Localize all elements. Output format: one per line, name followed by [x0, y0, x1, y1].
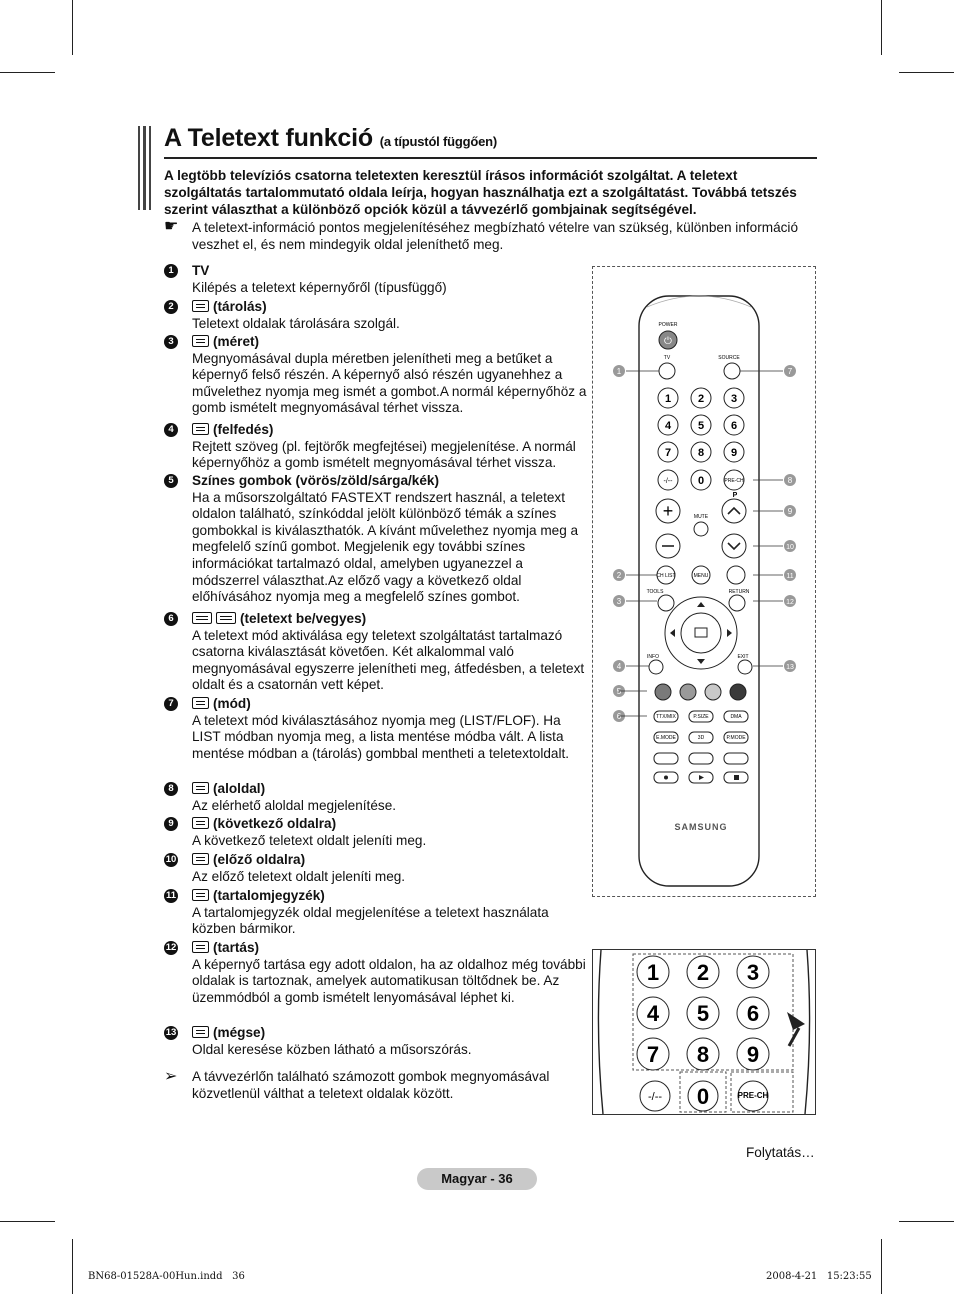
plus-icon: +	[662, 501, 674, 521]
svg-text:1: 1	[616, 367, 622, 376]
svg-text:7: 7	[787, 367, 793, 376]
channel-down-button[interactable]	[722, 534, 746, 558]
svg-text:7: 7	[664, 447, 672, 459]
list-item	[164, 334, 589, 417]
crop-mark	[881, 1239, 882, 1294]
mute-button[interactable]	[694, 522, 708, 536]
item-title: (előző oldalra)	[213, 852, 306, 867]
cancel-icon	[192, 1026, 209, 1038]
item-title: (teletext be/vegyes)	[240, 611, 367, 626]
arrow-right-icon: ➢	[164, 1068, 178, 1085]
item-desc: A képernyő tartása egy adott oldalon, ha az oldalhoz még további oldalak is tartoznak, amelyek automatikusan töltődnek be. Az üzemmódból a gomb ismételt lenyomásával léphet ki.	[192, 956, 586, 1005]
color-button[interactable]	[655, 684, 671, 700]
svg-text:DMA: DMA	[730, 714, 742, 720]
item-desc: Teletext oldalak tárolására szolgál.	[192, 315, 400, 331]
item-number: 10	[165, 854, 177, 865]
source-label: SOURCE	[718, 355, 740, 361]
list-item	[164, 852, 589, 885]
svg-text:6: 6	[730, 420, 738, 432]
item-number: 5	[164, 474, 178, 488]
item-title: (következő oldalra)	[213, 816, 337, 831]
remote-drawing	[593, 267, 815, 896]
info-label: INFO	[647, 654, 659, 660]
item-number: 13	[165, 1027, 177, 1038]
svg-text:3: 3	[746, 960, 760, 985]
keypad-zero-label: 0	[696, 1084, 710, 1109]
keypad-digit-buttons[interactable]	[637, 956, 769, 1070]
hold-icon	[192, 941, 209, 953]
crop-mark	[0, 1221, 55, 1222]
svg-text:4: 4	[664, 420, 672, 432]
source-button[interactable]	[724, 363, 740, 379]
crop-mark	[899, 1221, 954, 1222]
svg-text:4: 4	[616, 662, 622, 671]
svg-text:1: 1	[664, 393, 672, 405]
item-title: (tárolás)	[213, 299, 267, 314]
chlist-label: CH LIST	[656, 573, 676, 579]
page-subtitle: (a típustól függően)	[379, 134, 497, 149]
tools-button[interactable]	[658, 595, 674, 611]
color-button[interactable]	[730, 684, 746, 700]
p-label: P	[732, 492, 738, 499]
item-desc: Megnyomásával dupla méretben jelenítheti meg a betűket a képernyő felső részén. A képernyő alsó részén ugyanehhez a művelethez nyomja meg ismét a gombot.A normál képernyőhöz a gomb ismételt megnyomásával térhet vissza.	[192, 350, 587, 416]
crop-mark	[881, 0, 882, 55]
page-up-icon	[192, 817, 209, 829]
tv-label: TV	[663, 355, 671, 361]
list-item	[164, 473, 589, 606]
svg-text:13: 13	[786, 664, 794, 671]
crop-mark	[0, 72, 55, 73]
zero-label: 0	[697, 475, 705, 487]
list-item	[164, 299, 589, 332]
item-title: (méret)	[213, 334, 260, 349]
item-title: Színes gombok (vörös/zöld/sárga/kék)	[192, 473, 440, 488]
tv-button[interactable]	[659, 363, 675, 379]
list-item	[164, 422, 589, 472]
item-title: (tartalomjegyzék)	[213, 888, 325, 903]
item-title: (mégse)	[213, 1025, 266, 1040]
menu-label: MENU	[693, 573, 709, 579]
item-number: 3	[164, 335, 178, 349]
item-desc: Az elérhető aloldal megjelenítése.	[192, 797, 397, 813]
item-title: (mód)	[213, 696, 251, 711]
note-text: A teletext-információ pontos megjelenítéséhez megbízható vételre van szükség, különben információ veszhet el, és nem mindegyik oldal jeleníthető meg.	[192, 220, 799, 252]
return-button[interactable]	[729, 595, 745, 611]
page-title: A Teletext funkció (a típustól függően)	[164, 124, 497, 152]
tip	[164, 1069, 594, 1102]
item-number: 7	[164, 697, 178, 711]
svg-text:3: 3	[730, 393, 738, 405]
keypad-prech-label: PRE-CH	[737, 1091, 769, 1100]
pointer-arrow-icon	[787, 1012, 805, 1030]
index-icon	[192, 889, 209, 901]
svg-text:1: 1	[646, 960, 660, 985]
color-button[interactable]	[705, 684, 721, 700]
item-desc: Kilépés a teletext képernyőről (típusfüggő)	[192, 279, 447, 295]
svg-text:5: 5	[697, 420, 705, 432]
enter-button[interactable]	[681, 613, 721, 653]
intro-paragraph: A legtöbb televíziós csatorna teletexten keresztül írásos információt szolgáltat. A teletext szolgáltatás tartalommutató oldala leírja, hogyan használhatja ezt a szolgáltatást. Továbbá tetszés szerint választhat a különböző opciók közül a távvezérlő gombjainak segítségével.	[164, 168, 797, 217]
item-number: 9	[164, 817, 178, 831]
file-info: BN68-01528A-00Hun.indd 36	[88, 1271, 245, 1282]
svg-text:5: 5	[616, 687, 622, 696]
tip-text: A távvezérlőn található számozott gombok megnyomásával közvetlenül válthat a teletext oldalak között.	[192, 1069, 550, 1101]
mute-label: MUTE	[693, 514, 709, 520]
svg-text:9: 9	[746, 1042, 760, 1067]
store-icon	[192, 300, 209, 312]
list-item	[164, 940, 589, 1006]
list-item	[164, 888, 589, 938]
svg-text:9: 9	[787, 507, 793, 516]
reveal-icon	[192, 423, 209, 435]
keypad-closeup	[592, 949, 816, 1115]
mix-icon	[216, 612, 236, 624]
continue-label: Folytatás…	[746, 1145, 815, 1160]
svg-text:P.MODE: P.MODE	[726, 735, 746, 741]
item-number: 8	[164, 782, 178, 796]
crop-mark	[72, 1239, 73, 1294]
index-button[interactable]	[727, 566, 745, 584]
item-desc: A teletext mód aktiválása egy teletext szolgáltatást tartalmazó csatorna kiválasztását követően. Két alkalommal való megnyomásával egyszerre jelenítheti meg, átfedésben, a teletext oldalt és a csatornán vett képet.	[192, 627, 585, 693]
item-desc: Ha a műsorszolgáltató FASTEXT rendszert használ, a teletext oldalon található, színkóddal jelölt különböző témák a színes gombokkal is kiválaszthatók. A kívánt művelethez nyomja meg a megfelelő színű gombot. Megjelenik egy további színes információkat tartalmazó oldal, amelyben ugyanezzel a módszerrel választhat.Az előző vagy a következő oldal előhívásához nyomja meg a megfelelő színes gombot.	[192, 489, 579, 605]
pointer-arrow-shaft	[789, 1028, 799, 1046]
exit-label: EXIT	[737, 654, 749, 660]
power-icon: ⏻	[664, 336, 672, 347]
item-number: 6	[164, 612, 178, 626]
power-label: POWER	[658, 322, 678, 328]
mode-icon	[192, 697, 209, 709]
svg-text:8: 8	[696, 1042, 710, 1067]
item-desc: A tartalomjegyzék oldal megjelenítése a teletext használata közben bármikor.	[192, 904, 549, 937]
svg-text:5: 5	[696, 1001, 710, 1026]
crop-mark	[899, 72, 954, 73]
item-number: 11	[165, 890, 177, 901]
pointing-hand-icon: ☛	[164, 218, 179, 235]
side-bar	[138, 126, 140, 210]
side-bar	[149, 126, 151, 210]
item-number: 12	[165, 942, 177, 953]
crop-mark	[72, 0, 73, 55]
title-rule	[164, 157, 817, 159]
svg-text:7: 7	[646, 1042, 660, 1067]
svg-text:2: 2	[696, 960, 710, 985]
tools-label: TOOLS	[646, 589, 664, 595]
svg-text:2: 2	[697, 393, 705, 405]
svg-text:TTX/MIX: TTX/MIX	[656, 714, 676, 720]
svg-text:3D: 3D	[697, 735, 705, 741]
item-title: TV	[192, 263, 210, 278]
info-button[interactable]	[649, 660, 663, 674]
item-number: 4	[164, 423, 178, 437]
digit-buttons[interactable]	[658, 388, 744, 462]
item-desc: A következő teletext oldalt jeleníti meg.	[192, 832, 427, 848]
page-number: Magyar - 36	[417, 1168, 537, 1190]
list-item	[164, 1025, 589, 1058]
print-timestamp: 2008-4-21 15:23:55	[766, 1271, 872, 1282]
dash-label: -/--	[663, 478, 673, 485]
svg-text:P.SIZE: P.SIZE	[693, 714, 709, 720]
svg-text:8: 8	[697, 447, 705, 459]
exit-button[interactable]	[738, 660, 752, 674]
side-bar	[143, 126, 146, 210]
item-title: (felfedés)	[213, 422, 274, 437]
item-desc: Oldal keresése közben látható a műsorszórás.	[192, 1041, 472, 1057]
subpage-icon	[192, 782, 209, 794]
keypad-dash-label: -/--	[647, 1091, 663, 1103]
svg-text:8: 8	[787, 476, 793, 485]
brand-logo: SAMSUNG	[674, 822, 728, 832]
remote-illustration	[592, 266, 816, 897]
svg-text:E.MODE: E.MODE	[656, 735, 676, 741]
svg-text:12: 12	[786, 599, 794, 606]
item-desc: A teletext mód kiválasztásához nyomja meg (LIST/FLOF). Ha LIST módban nyomja meg, a lista mentése módba vált. A lista mentése módban a (tárolás) gombbal mentheti a teletextoldalt.	[192, 712, 570, 761]
item-number: 2	[164, 300, 178, 314]
prech-label: PRE-CH	[724, 478, 744, 484]
svg-text:11: 11	[786, 573, 794, 580]
item-title: (tartás)	[213, 940, 260, 955]
item-title: (aloldal)	[213, 781, 266, 796]
size-icon	[192, 335, 209, 347]
list-item	[164, 263, 589, 296]
list-item	[164, 816, 589, 849]
channel-up-button[interactable]	[722, 499, 746, 523]
teletext-icon	[192, 612, 212, 624]
list-item	[164, 781, 589, 814]
svg-text:3: 3	[616, 597, 622, 606]
svg-text:6: 6	[746, 1001, 760, 1026]
svg-text:4: 4	[646, 1001, 660, 1026]
item-number: 1	[164, 264, 178, 278]
note	[164, 219, 820, 253]
page-down-icon	[192, 853, 209, 865]
svg-text:9: 9	[730, 447, 738, 459]
svg-text:6: 6	[616, 712, 622, 721]
svg-text:2: 2	[616, 571, 622, 580]
list-item	[164, 696, 589, 762]
return-label: RETURN	[728, 589, 750, 595]
item-desc: Rejtett szöveg (pl. fejtörők megfejtései) megjelenítése. A normál képernyőhöz a gomb ismételt megnyomásával térhet vissza.	[192, 438, 576, 471]
color-button[interactable]	[680, 684, 696, 700]
list-item	[164, 611, 589, 694]
svg-text:10: 10	[786, 544, 794, 551]
item-desc: Az előző teletext oldalt jeleníti meg.	[192, 868, 406, 884]
keypad-drawing	[593, 950, 815, 1114]
